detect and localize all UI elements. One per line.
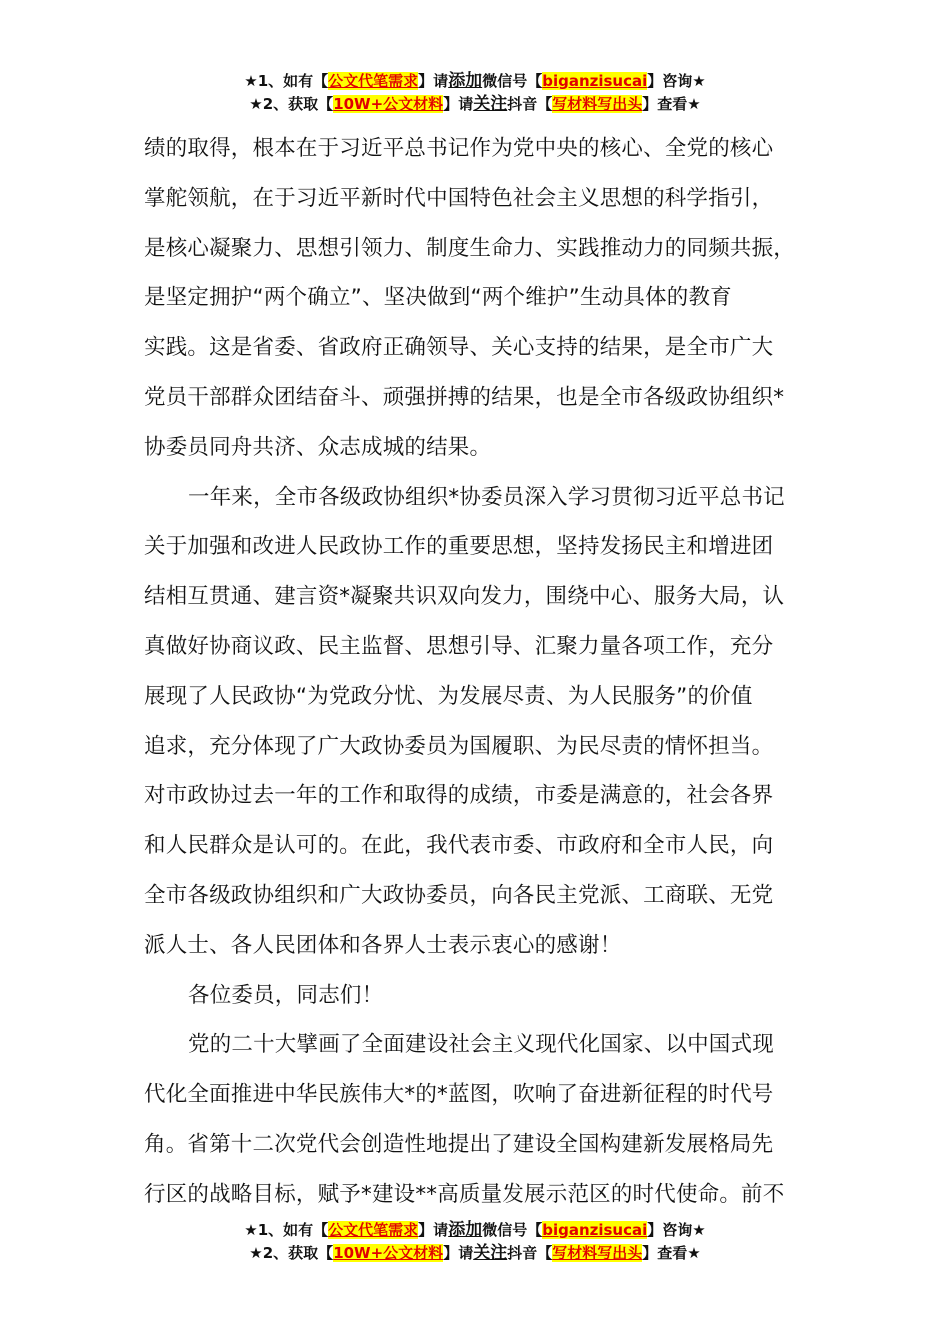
- banner-text: 抖音【: [507, 1244, 553, 1262]
- banner-text: ★2、获取【: [249, 1244, 334, 1262]
- document-body: [144, 124, 824, 1220]
- text-line: 党的二十大擘画了全面建设社会主义现代化国家、以中国式现: [188, 1032, 774, 1058]
- highlight-text: 写材料写出头: [552, 95, 643, 113]
- text-line: 关于加强和改进人民政协工作的重要思想，坚持发扬民主和增进团: [144, 534, 774, 560]
- banner-text: 】咨询★: [647, 72, 706, 90]
- text-line: 结相互贯通、建言资*凝聚共识双向发力，围绕中心、服务大局，认: [144, 584, 785, 610]
- banner-text: ★1、如有【: [244, 72, 329, 90]
- text-line: 派人士、各人民团体和各界人士表示衷心的感谢！: [144, 932, 622, 958]
- banner-text: 】请: [418, 1221, 449, 1239]
- text-line: 全市各级政协组织和广大政协委员，向各民主党派、工商联、无党: [144, 882, 774, 908]
- underlined-text: 关注: [473, 1243, 508, 1263]
- text-line: 是核心凝聚力、思想引领力、制度生命力、实践推动力的同频共振，: [144, 235, 796, 261]
- text-line: 党员干部群众团结奋斗、顽强拼搏的结果，也是全市各级政协组织*: [144, 384, 785, 410]
- text-line: 绩的取得，根本在于习近平总书记作为党中央的核心、全党的核心: [144, 136, 774, 161]
- banner-line-2: [0, 1242, 950, 1265]
- text-line: 代化全面推进中华民族伟大*的*蓝图，吹响了奋进新征程的时代号: [144, 1082, 774, 1108]
- banner-text: 微信号【: [482, 72, 543, 90]
- text-line: 和人民群众是认可的。在此，我代表市委、市政府和全市人民，向: [144, 833, 774, 859]
- text-line: 掌舵领航，在于习近平新时代中国特色社会主义思想的科学指引，: [144, 185, 774, 211]
- highlight-text: 公文代笔需求: [328, 72, 419, 90]
- banner-text: ★1、如有【: [244, 1221, 329, 1239]
- banner-line-1: [0, 70, 950, 93]
- banner-text: 】查看★: [642, 95, 701, 113]
- footer-banner: [0, 1219, 950, 1265]
- highlight-text: 10W+公文材料: [333, 95, 444, 113]
- banner-text: 】请: [443, 95, 474, 113]
- text-line: 真做好协商议政、民主监督、思想引导、汇聚力量各项工作，充分: [144, 633, 774, 659]
- banner-text: 】请: [443, 1244, 474, 1262]
- text-line: 一年来，全市各级政协组织*协委员深入学习贯彻习近平总书记: [188, 484, 785, 510]
- text-line: 追求，充分体现了广大政协委员为国履职、为民尽责的情怀担当。: [144, 733, 774, 759]
- underlined-text: 添加: [448, 71, 483, 91]
- text-line: 行区的战略目标，赋予*建设**高质量发展示范区的时代使命。前不: [144, 1181, 785, 1207]
- underlined-text: 关注: [473, 94, 508, 114]
- banner-text: 抖音【: [507, 95, 553, 113]
- text-line: 对市政协过去一年的工作和取得的成绩，市委是满意的，社会各界: [144, 783, 774, 809]
- text-line: 展现了人民政协“为党政分忧、为发展尽责、为人民服务”的价值: [144, 683, 753, 709]
- highlight-text: biganzisucai: [542, 72, 648, 90]
- text-line: 各位委员，同志们！: [188, 982, 384, 1008]
- underlined-text: 添加: [448, 1220, 483, 1240]
- text-line: 实践。这是省委、省政府正确领导、关心支持的结果，是全市广大: [144, 335, 774, 361]
- highlight-text: 写材料写出头: [552, 1244, 643, 1262]
- header-banner: [0, 70, 950, 116]
- text-line: 是坚定拥护“两个确立”、坚决做到“两个维护”生动具体的教育: [144, 285, 732, 311]
- highlight-text: biganzisucai: [542, 1221, 648, 1239]
- text-line: 角。省第十二次党代会创造性地提出了建设全国构建新发展格局先: [144, 1131, 774, 1157]
- highlight-text: 公文代笔需求: [328, 1221, 419, 1239]
- banner-text: 】咨询★: [647, 1221, 706, 1239]
- highlight-text: 10W+公文材料: [333, 1244, 444, 1262]
- banner-text: 】请: [418, 72, 449, 90]
- banner-text: 】查看★: [642, 1244, 701, 1262]
- text-line: 协委员同舟共济、众志成城的结果。: [144, 434, 492, 460]
- banner-text: 微信号【: [482, 1221, 543, 1239]
- banner-line-2: [0, 93, 950, 116]
- banner-text: ★2、获取【: [249, 95, 334, 113]
- banner-line-1: [0, 1219, 950, 1242]
